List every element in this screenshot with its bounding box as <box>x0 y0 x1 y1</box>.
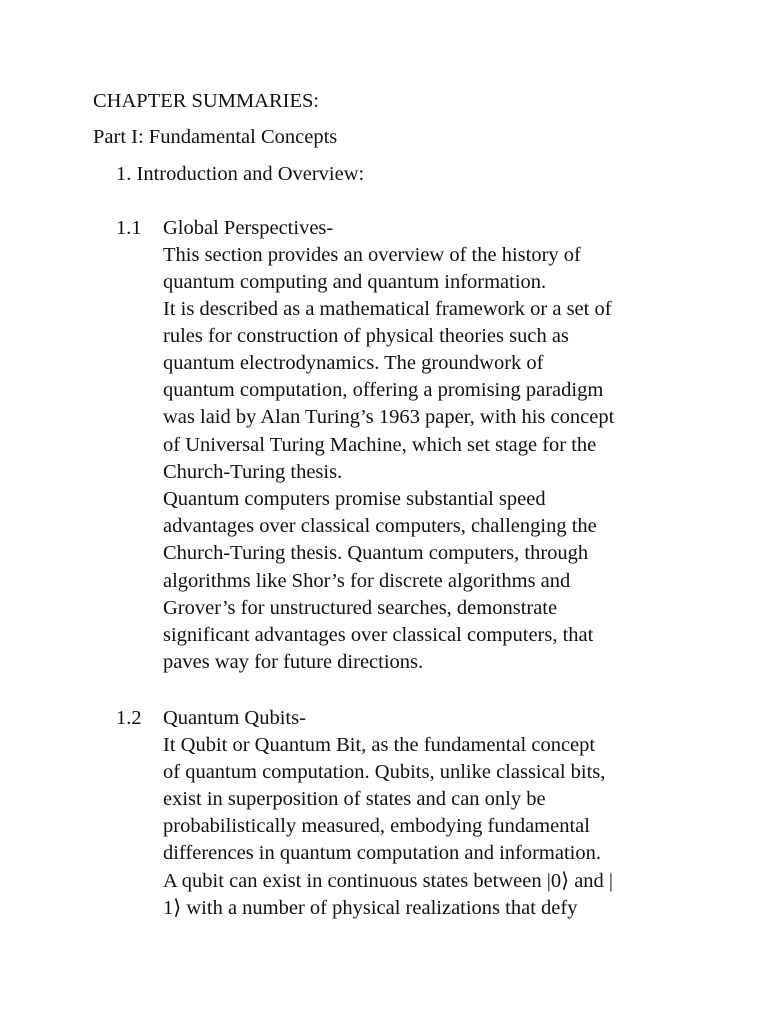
paragraph-line: Grover’s for unstructured searches, demonstrate <box>163 597 558 619</box>
section-number: 1.2 <box>116 707 142 729</box>
paragraph-line: advantages over classical computers, challenging the <box>163 515 597 537</box>
paragraph-line: quantum computing and quantum information. <box>163 271 547 293</box>
paragraph-line: paves way for future directions. <box>163 651 424 673</box>
paragraph-line: of Universal Turing Machine, which set stage for the <box>163 434 597 456</box>
paragraph-line: significant advantages over classical computers, that <box>163 624 594 646</box>
section-number: 1.1 <box>116 217 142 239</box>
paragraph-line: quantum computation, offering a promising paradigm <box>163 379 604 401</box>
paragraph-line: of quantum computation. Qubits, unlike classical bits, <box>163 761 606 783</box>
paragraph-line: algorithms like Shor’s for discrete algorithms and <box>163 570 571 592</box>
paragraph-line: differences in quantum computation and information. <box>163 842 601 864</box>
paragraph-line: probabilistically measured, embodying fundamental <box>163 815 590 837</box>
paragraph-line: This section provides an overview of the history of <box>163 244 581 266</box>
paragraph-line: exist in superposition of states and can only be <box>163 788 546 810</box>
paragraph-line: rules for construction of physical theories such as <box>163 325 569 347</box>
paragraph-line: 1⟩ with a number of physical realizations that defy <box>163 897 578 919</box>
paragraph-line: A qubit can exist in continuous states between |0⟩ and | <box>163 870 614 892</box>
paragraph-line: Church-Turing thesis. Quantum computers, through <box>163 542 589 564</box>
section-title: Global Perspectives- <box>163 217 334 239</box>
paragraph-line: It Qubit or Quantum Bit, as the fundamental concept <box>163 734 596 756</box>
chapter-summaries-heading: CHAPTER SUMMARIES: <box>93 90 320 112</box>
section-title: Quantum Qubits- <box>163 707 306 729</box>
paragraph-line: Church-Turing thesis. <box>163 461 343 483</box>
paragraph-line: quantum electrodynamics. The groundwork of <box>163 352 544 374</box>
paragraph-line: Quantum computers promise substantial speed <box>163 488 546 510</box>
paragraph-line: was laid by Alan Turing’s 1963 paper, with his concept <box>163 406 615 428</box>
part-title: Part I: Fundamental Concepts <box>93 126 338 148</box>
paragraph-line: It is described as a mathematical framework or a set of <box>163 298 612 320</box>
chapter-title: 1. Introduction and Overview: <box>116 163 365 185</box>
